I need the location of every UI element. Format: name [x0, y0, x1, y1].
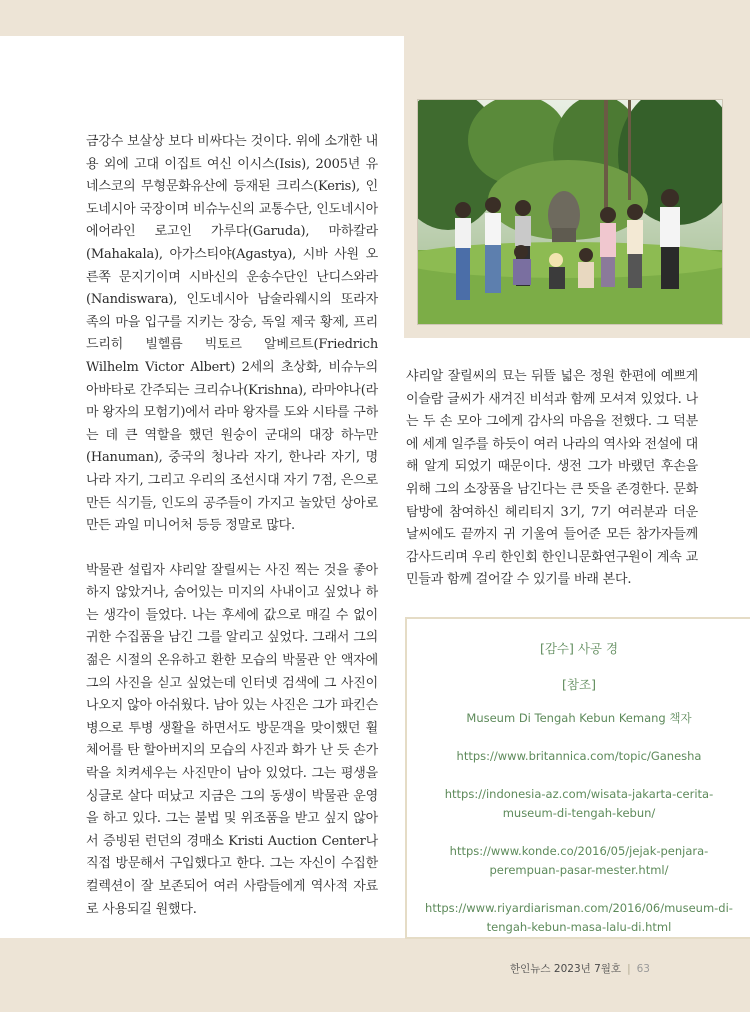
left-text-column	[86, 131, 378, 921]
references-title: [참조]	[562, 677, 596, 692]
article-paragraph: 박물관 설립자 샤리알 잘릴씨는 사진 찍는 것을 좋아하지 않았거나, 숨어있는 미지의 사내이고 싶었나 하는 생각이 들었다. 나는 후세에 값으로 매길 수 없이 귀한 수집품을 남긴 그를 알리고 싶었다. 그래서 그의 젊은 시절의 온유하고 환한 모습의 박물관 안 액자에 그의 사진을 싣고 싶었는데 인터넷 검색에 그 사진이 나오지 않아 아쉬웠다. 남아 있는 사진은 그가 파킨슨병으로 투병 생활을 하면서도 방문객을 맞이했던 휠체어를 탄 할아버지의 모습의 사진과 화가 난 듯 손가락을 치켜세우는 사진만이 남아 있었다. 그는 평생을 싱글로 살다 떠났고 지금은 그의 동생이 박물관 운영을 하고 있다. 그는 불법 및 위조품을 받고 싶지 않아서 증빙된 런던의 경매소 Kristi Auction Center나 직접 방문해서 구입했다고 한다. 그는 자신이 수집한 컬렉션이 잘 보존되어 여러 사람들에게 역사적 자료로 사용되길 원했다.	[86, 562, 378, 917]
article-paragraph: 샤리알 잘릴씨의 묘는 뒤뜰 넓은 정원 한편에 예쁘게 이슬람 글씨가 새겨진 비석과 함께 모셔져 있었다. 나는 두 손 모아 그에게 감사의 마음을 전했다. 그 덕분에 세계 일주를 하듯이 여러 나라의 역사와 전설에 대해 알게 되었기 때문이다. 생전 그가 바랬던 후손을 위해 그의 소장품을 남긴다는 큰 뜻을 존경한다. 문화 탐방에 참여하신 헤리티지 3기, 7기 여러분과 더운 날씨에도 끝까지 귀 기울여 들어준 모든 참가자들께 감사드리며 우리 한인회 한인니문화연구원이 계속 교민들과 함께 걸어갈 수 있기를 바래 본다.	[406, 369, 698, 588]
supervisor-credit: [감수] 사공 경	[539, 641, 619, 656]
article-paragraph: 금강수 보살상 보다 비싸다는 것이다. 위에 소개한 내용 외에 고대 이집트 여신 이시스(Isis), 2005년 유네스코의 무형문화유산에 등재된 크리스(Keris), 인도네시아 국장이며 비슈누신의 교통수단, 인도네시아 에어라인 로고인 가루다(Garuda), 마하칼라(Mahakala), 아가스티야(Agastya), 시바 사원 오른쪽 문지기이며 시바신의 운송수단인 난디스와라(Nandiswara), 인도네시아 남술라웨시의 또라자 족의 마을 입구를 지키는 장승, 독일 제국 황제, 프리드리히 빌헬름 빅토르 알베르트(Friedrich Wilhelm Victor Albert) 2세의 초상화, 비슈누의 아바타로 간주되는 크리슈나(Krishna), 라마야나(라마 왕자의 모험기)에서 라마 왕자를 도와 시타를 구하는 데 큰 역할을 했던 원숭이 군대의 대장 하누만(Hanuman), 중국의 청나라 자기, 한나라 자기, 명나라 자기, 그리고 우리의 조선시대 자기 7점, 은으로 만든 식기들, 인도의 공주들이 가지고 놀았던 상아로 만든 과일 미니어처 등등 정말로 많다.	[86, 134, 378, 534]
group-photo	[417, 99, 723, 325]
page-footer	[510, 961, 650, 976]
footer-separator: |	[627, 963, 631, 975]
top-band	[0, 0, 750, 36]
reference-link[interactable]: https://www.britannica.com/topic/Ganesha	[456, 749, 702, 763]
reference-link[interactable]: https://www.riyardiarisman.com/2016/06/museum-di-tengah-kebun-masa-lalu-di.html	[425, 901, 733, 934]
reference-link[interactable]: https://www.konde.co/2016/05/jejak-penjara-perempuan-pasar-mester.html/	[449, 844, 709, 877]
right-text-column	[406, 366, 698, 592]
page-number: 63	[636, 963, 650, 975]
references-list	[419, 709, 739, 956]
references-box	[405, 617, 750, 939]
publication-name: 한인뉴스 2023년 7월호	[510, 963, 622, 975]
reference-link[interactable]: https://indonesia-az.com/wisata-jakarta-cerita-museum-di-tengah-kebun/	[444, 787, 714, 820]
reference-item: Museum Di Tengah Kebun Kemang 책자	[466, 711, 692, 725]
